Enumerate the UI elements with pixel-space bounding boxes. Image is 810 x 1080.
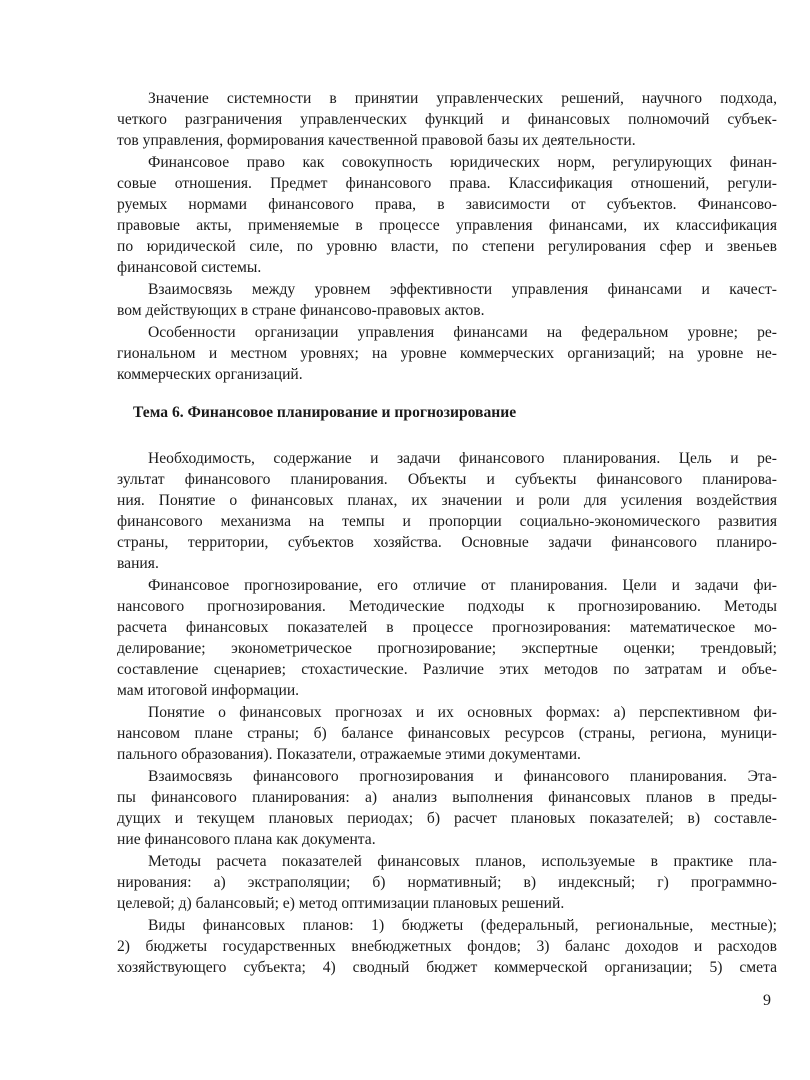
text-line: мам итоговой информации. xyxy=(117,682,300,699)
text-line: ния. Понятие о финансовых планах, их значении и роли для усиления воздействия xyxy=(117,492,777,509)
text-line: дущих и текущем плановых периодах; б) расчет плановых показателей; в) составле- xyxy=(117,810,777,827)
text-line: правовые акты, применяемые в процессе управления финансами, их классификация xyxy=(117,217,777,234)
text-line: Взаимосвязь финансового прогнозирования и финансового планирования. Эта- xyxy=(148,768,777,785)
paragraph xyxy=(117,279,777,321)
text-line: составление сценариев; стохастические. Различие этих методов по затратам и объе- xyxy=(117,661,777,678)
section-topic-6 xyxy=(117,448,777,978)
text-line: Необходимость, содержание и задачи финансового планирования. Цель и ре- xyxy=(148,450,777,467)
text-line: хозяйствующего субъекта; 4) сводный бюджет коммерческой организации; 5) смета xyxy=(117,959,777,976)
text-line: Понятие о финансовых прогнозах и их основных формах: а) перспективном фи- xyxy=(148,704,777,721)
text-line: Методы расчета показателей финансовых планов, используемые в практике пла- xyxy=(148,853,777,870)
text-line: финансового механизма на темпы и пропорции социально-экономического развития xyxy=(117,513,777,530)
paragraph xyxy=(117,322,777,385)
text-line: страны, территории, субъектов хозяйства. Основные задачи финансового планиро- xyxy=(117,534,777,551)
paragraph xyxy=(117,915,777,978)
page-number: 9 xyxy=(763,992,771,1009)
text-line: целевой; д) балансовый; е) метод оптимизации плановых решений. xyxy=(117,895,565,912)
text-line: четкого разграничения управленческих функций и финансовых полномочий субъек- xyxy=(117,111,777,128)
text-line: вом действующих в стране финансово-правовых актов. xyxy=(117,302,485,319)
text-line: Взаимосвязь между уровнем эффективности управления финансами и качест- xyxy=(148,281,777,298)
text-line: руемых нормами финансового права, в зависимости от субъектов. Финансово- xyxy=(117,196,777,213)
text-line: Значение системности в принятии управленческих решений, научного подхода, xyxy=(148,90,777,107)
paragraph xyxy=(117,88,777,151)
document-body xyxy=(117,88,777,979)
text-line: нирования: а) экстраполяции; б) нормативный; в) индексный; г) программно- xyxy=(117,874,777,891)
paragraph xyxy=(117,152,777,278)
text-line: пы финансового планирования: а) анализ выполнения финансовых планов в преды- xyxy=(117,789,777,806)
text-line: Финансовое прогнозирование, его отличие от планирования. Цели и задачи фи- xyxy=(148,577,777,594)
text-line: нансовом плане страны; б) балансе финансовых ресурсов (страны, региона, муници- xyxy=(117,725,777,742)
text-line: Виды финансовых планов: 1) бюджеты (федеральный, региональные, местные); xyxy=(148,917,777,934)
text-line: гиональном и местном уровнях; на уровне коммерческих организаций; на уровне не- xyxy=(117,345,777,362)
text-line: нансового прогнозирования. Методические подходы к прогнозированию. Методы xyxy=(117,598,777,615)
text-line: вания. xyxy=(117,555,159,572)
text-line: Финансовое право как совокупность юридических норм, регулирующих финан- xyxy=(148,154,777,171)
text-line: финансовой системы. xyxy=(117,259,262,276)
paragraph xyxy=(117,702,777,765)
text-line: по юридической силе, по уровню власти, по степени регулирования сфер и звеньев xyxy=(117,238,777,255)
text-line: расчета финансовых показателей в процессе прогнозирования: математическое мо- xyxy=(117,619,777,636)
text-line: делирование; эконометрическое прогнозирование; экспертные оценки; трендовый; xyxy=(117,640,777,657)
text-line: зультат финансового планирования. Объекты и субъекты финансового планирова- xyxy=(117,471,777,488)
section-heading: Тема 6. Финансовое планирование и прогнозирование xyxy=(133,404,517,421)
text-line: Особенности организации управления финансами на федеральном уровне; ре- xyxy=(148,324,777,341)
paragraph xyxy=(117,851,777,914)
text-line: тов управления, формирования качественной правовой базы их деятельности. xyxy=(117,132,636,149)
paragraph xyxy=(117,766,777,850)
section-before-heading xyxy=(117,88,777,385)
text-line: пального образования). Показатели, отражаемые этими документами. xyxy=(117,746,581,763)
text-line: совые отношения. Предмет финансового права. Классификация отношений, регули- xyxy=(117,175,777,192)
paragraph xyxy=(117,448,777,574)
text-line: 2) бюджеты государственных внебюджетных фондов; 3) баланс доходов и расходов xyxy=(117,938,777,955)
text-line: ние финансового плана как документа. xyxy=(117,831,376,848)
text-line: коммерческих организаций. xyxy=(117,366,303,383)
paragraph xyxy=(117,575,777,701)
